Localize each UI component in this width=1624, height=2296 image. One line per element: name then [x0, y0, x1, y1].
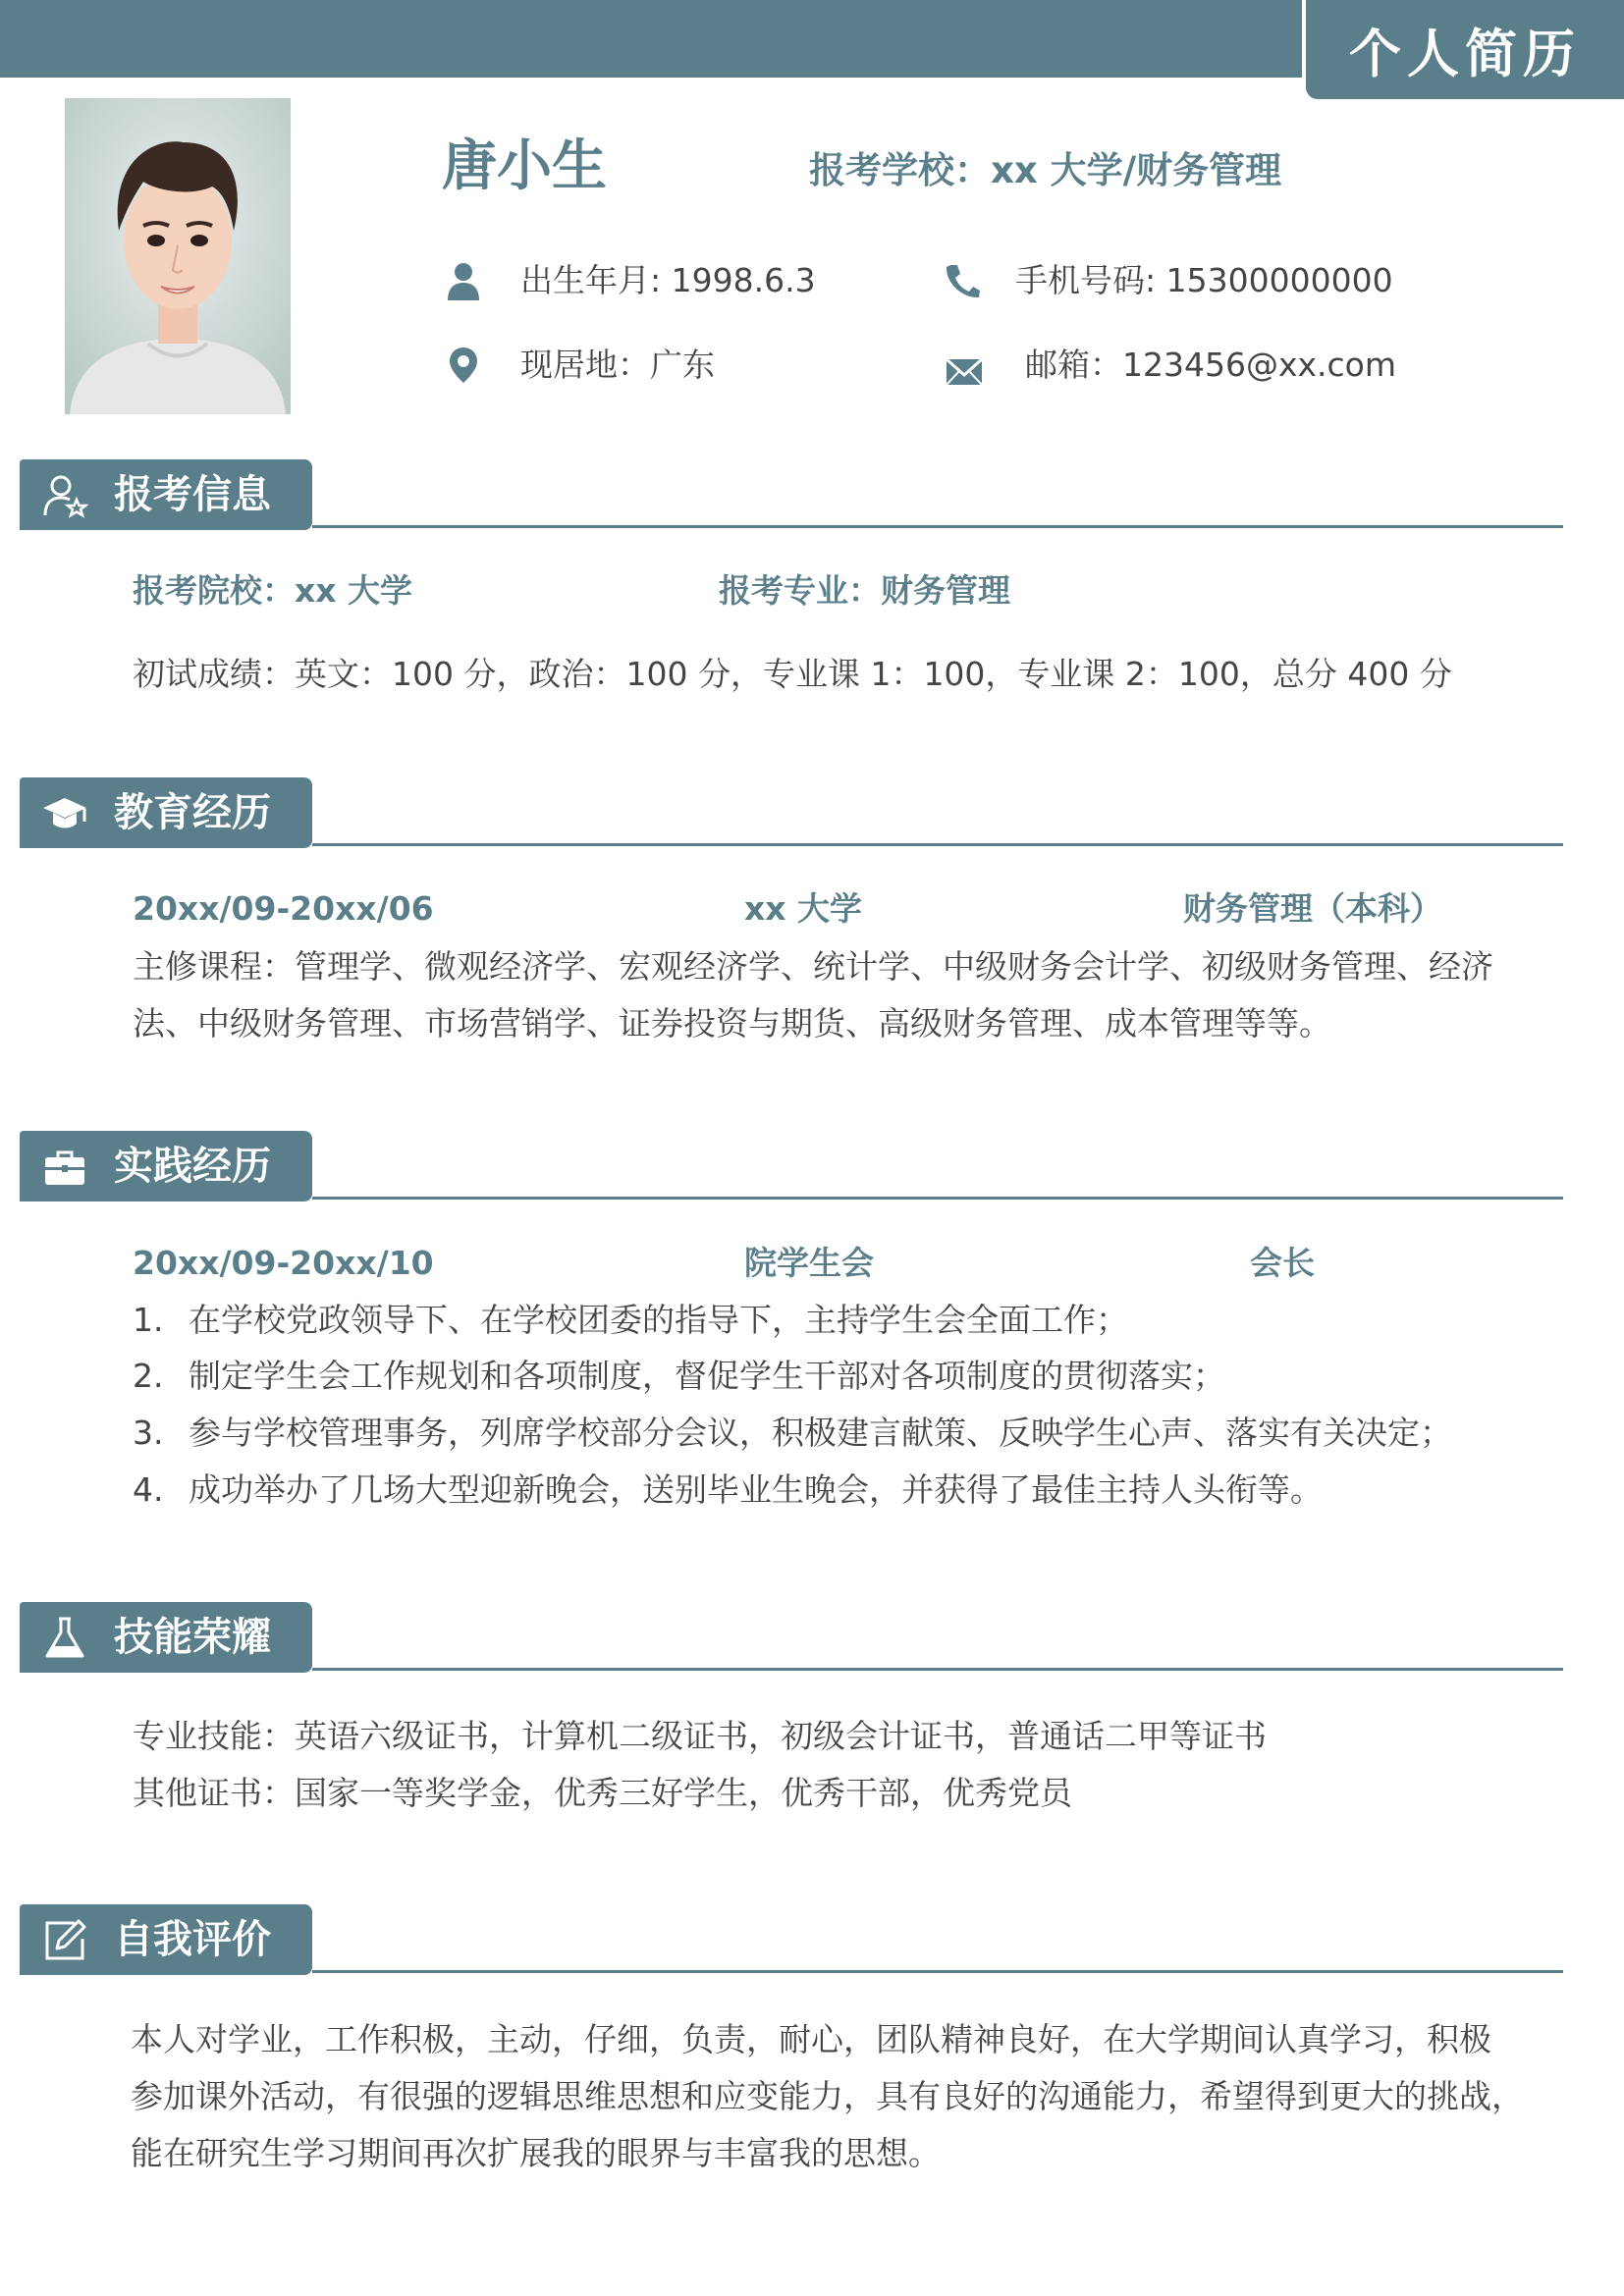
email-icon: [945, 351, 984, 391]
section-divider-skills: [312, 1668, 1563, 1671]
education-period: 20xx/09-20xx/06: [133, 889, 434, 928]
birth-date: 出生年月: 1998.6.3: [520, 261, 816, 299]
skills-other: 其他证书：国家一等奖学金，优秀三好学生，优秀干部，优秀党员: [133, 1774, 1072, 1812]
apply-scores: 初试成绩：英文：100 分，政治：100 分，专业课 1：100，专业课 2：100，总分 400 分: [133, 655, 1452, 693]
section-title-practice: 实践经历: [114, 1144, 271, 1189]
section-title-education: 教育经历: [114, 790, 271, 835]
section-title-skills: 技能荣耀: [114, 1615, 271, 1660]
list-item: 制定学生会工作规划和各项制度，督促学生干部对各项制度的贯彻落实；: [189, 1357, 1225, 1395]
section-divider-apply: [312, 525, 1563, 528]
candidate-name: 唐小生: [442, 134, 607, 198]
phone-icon: [943, 261, 982, 300]
section-divider-education: [312, 843, 1563, 846]
list-item-number: 3.: [133, 1414, 164, 1452]
list-item-number: 1.: [133, 1301, 164, 1339]
email: 邮箱：123456@xx.com: [1025, 346, 1397, 384]
location-pin-icon: [444, 346, 483, 385]
edit-icon: [41, 1917, 88, 1964]
apply-major: 报考专业：财务管理: [719, 571, 1010, 610]
resume-title: 个人简历: [1302, 0, 1624, 103]
section-header-practice: [20, 1131, 312, 1201]
flask-icon: [41, 1615, 88, 1662]
user-star-icon: [41, 472, 88, 519]
graduation-cap-icon: [41, 790, 88, 837]
list-item-number: 2.: [133, 1357, 164, 1395]
profile-photo: [65, 98, 291, 414]
person-icon: [444, 261, 483, 300]
briefcase-icon: [41, 1144, 88, 1191]
section-header-education: [20, 777, 312, 848]
list-item: 参与学校管理事务，列席学校部分会议，积极建言献策、反映学生心声、落实有关决定；: [189, 1414, 1452, 1452]
education-courses-line1: 主修课程：管理学、微观经济学、宏观经济学、统计学、中级财务会计学、初级财务管理、经济: [133, 947, 1493, 986]
section-header-self: [20, 1904, 312, 1975]
target-school: 报考学校：xx 大学/财务管理: [809, 149, 1282, 191]
section-header-skills: [20, 1602, 312, 1673]
self-evaluation-line1: 本人对学业，工作积极，主动，仔细，负责，耐心，团队精神良好，在大学期间认真学习，积极: [131, 2020, 1491, 2058]
section-header-apply: [20, 459, 312, 530]
section-divider-self: [312, 1970, 1563, 1973]
list-item-number: 4.: [133, 1470, 164, 1509]
list-item: 在学校党政领导下、在学校团委的指导下，主持学生会全面工作；: [189, 1301, 1128, 1339]
section-title-apply: 报考信息: [114, 472, 271, 517]
practice-period: 20xx/09-20xx/10: [133, 1244, 434, 1282]
education-degree: 财务管理（本科）: [1183, 889, 1442, 928]
practice-role: 会长: [1250, 1244, 1315, 1282]
education-courses-line2: 法、中级财务管理、市场营销学、证券投资与期货、高级财务管理、成本管理等等。: [133, 1004, 1331, 1042]
education-school: xx 大学: [744, 889, 863, 928]
self-evaluation-line2: 参加课外活动，有很强的逻辑思维思想和应变能力，具有良好的沟通能力，希望得到更大的挑战，: [131, 2077, 1524, 2115]
apply-school: 报考院校：xx 大学: [133, 571, 413, 610]
section-title-self: 自我评价: [114, 1917, 271, 1962]
skills-professional: 专业技能：英语六级证书，计算机二级证书，初级会计证书，普通话二甲等证书: [133, 1717, 1267, 1755]
residence: 现居地：广东: [520, 346, 715, 384]
phone-number: 手机号码: 15300000000: [1015, 261, 1393, 299]
list-item: 成功举办了几场大型迎新晚会，送别毕业生晚会，并获得了最佳主持人头衔等。: [189, 1470, 1323, 1509]
practice-org: 院学生会: [744, 1244, 874, 1282]
self-evaluation-line3: 能在研究生学习期间再次扩展我的眼界与丰富我的思想。: [131, 2134, 941, 2172]
section-divider-practice: [312, 1197, 1563, 1200]
